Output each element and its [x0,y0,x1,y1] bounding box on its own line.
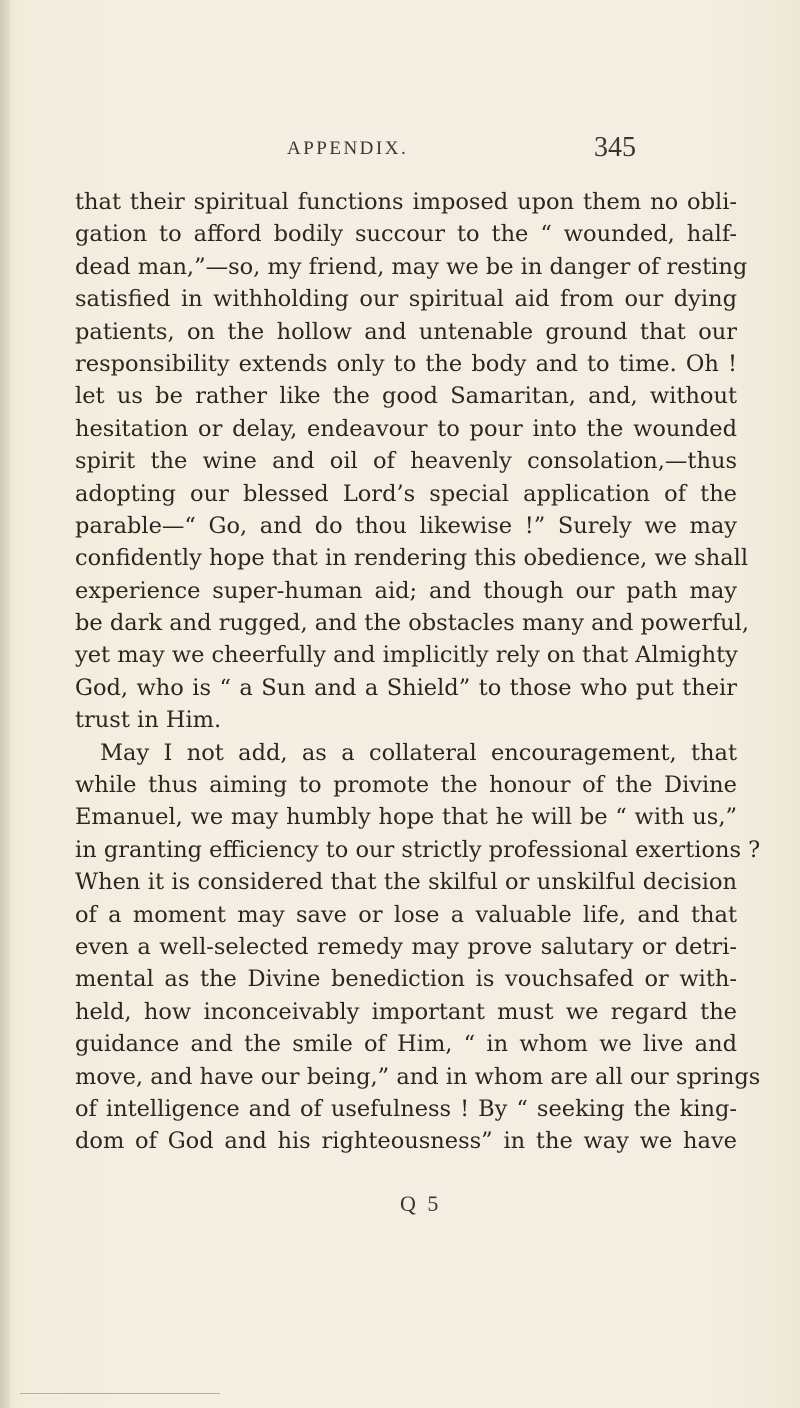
text-line: experience super-human aid; and though our path may [75,577,737,604]
text-line: gation to afford bodily succour to the “ wounded, half- [75,221,737,248]
text-line: move, and have our being,” and in whom are all our springs [75,1063,761,1090]
text-line: spirit the wine and oil of heavenly consolation,—thus [75,448,737,475]
text-line: in granting efficiency to our strictly professional exertions ? [75,836,761,863]
text-line: that their spiritual functions imposed upon them no obli- [75,189,737,215]
body-text [75,186,761,1158]
text-line: while thus aiming to promote the honour of the Divine [75,772,737,799]
text-line: mental as the Divine benediction is vouchsafed or with- [75,966,737,993]
text-line: hesitation or delay, endeavour to pour into the wounded [75,415,737,442]
text-line: let us be rather like the good Samaritan, and, without [75,383,737,410]
text-line: be dark and rugged, and the obstacles many and powerful, [75,610,750,637]
text-line: of intelligence and of usefulness ! By “ seeking the king- [75,1095,737,1122]
signature-mark: Q 5 [400,1191,442,1216]
text-line: parable—“ Go, and do thou likewise !” Surely we may [75,512,737,539]
text-line: responsibility extends only to the body and to time. Oh ! [75,350,737,377]
text-line: adopting our blessed Lord’s special application of the [75,480,737,507]
text-line: God, who is “ a Sun and a Shield” to those who put their [75,674,737,701]
text-line: satisfied in withholding our spiritual aid from our dying [75,286,737,313]
page-number: 345 [594,132,636,163]
text-line: yet may we cheerfully and implicitly rely on that Almighty [75,642,738,669]
text-line: dom of God and his righteousness” in the way we have [75,1128,737,1155]
running-head: APPENDIX. [287,138,409,159]
text-line: guidance and the smile of Him, “ in whom we live and [75,1031,737,1058]
paragraph-start-line: May I not add, as a collateral encouragement, that [100,739,737,766]
page-header [0,132,800,178]
text-line: When it is considered that the skilful or unskilful decision [75,869,737,896]
text-line: Emanuel, we may humbly hope that he will be “ with us,” [75,804,737,831]
bottom-rule [20,1393,220,1394]
binding-edge [0,0,10,1408]
paragraph-end-line: trust in Him. [75,707,222,734]
text-line: even a well-selected remedy may prove salutary or detri- [75,933,737,960]
text-line: of a moment may save or lose a valuable life, and that [75,901,737,928]
text-line: dead man,”—so, my friend, may we be in danger of resting [75,253,748,280]
text-line: patients, on the hollow and untenable ground that our [75,318,737,345]
text-line: confidently hope that in rendering this obedience, we shall [75,545,749,572]
text-line: held, how inconceivably important must we regard the [75,998,737,1025]
